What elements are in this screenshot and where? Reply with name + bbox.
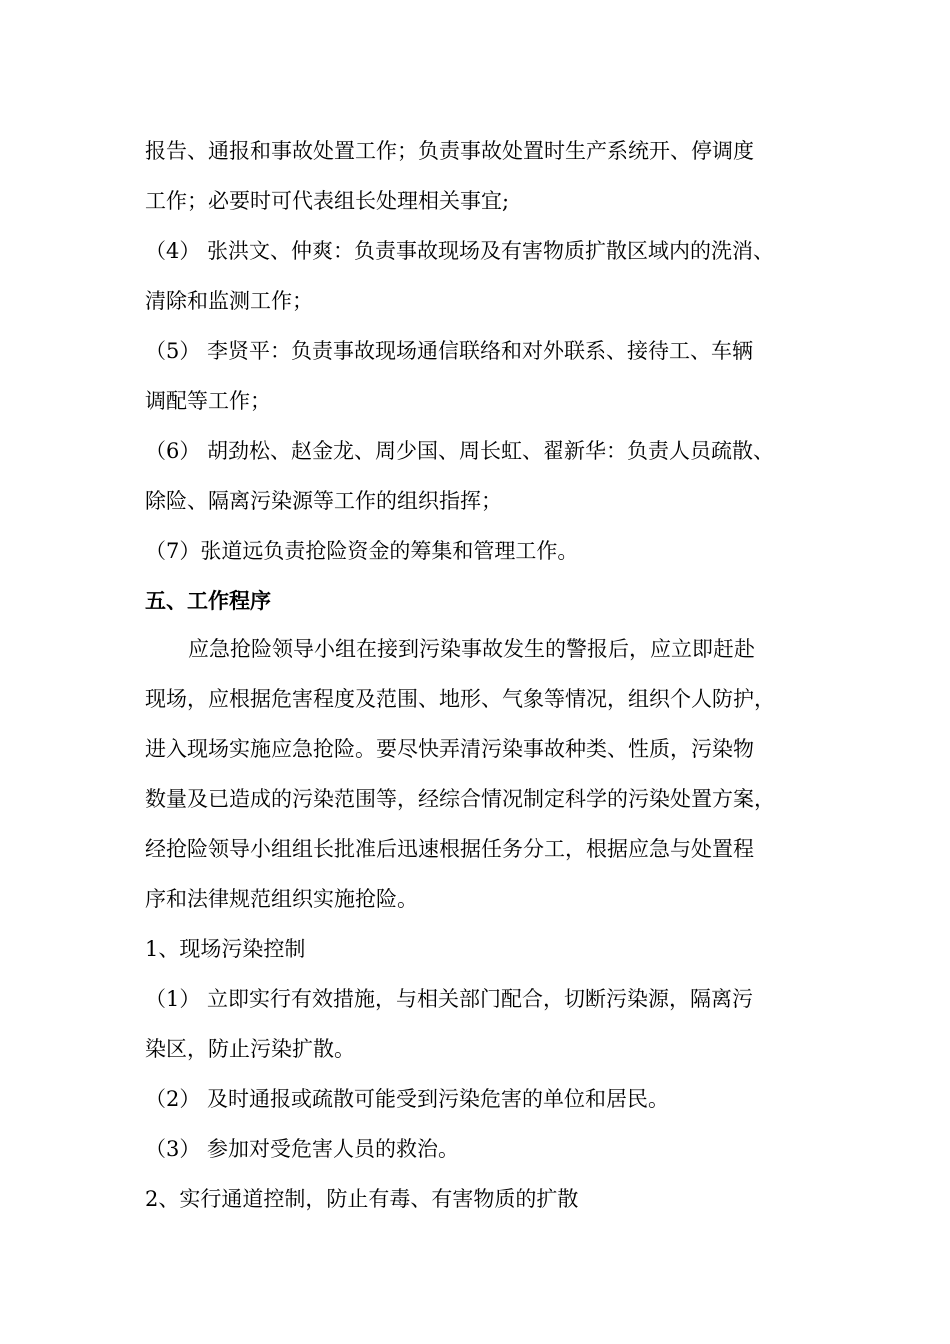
- paragraph-line: 进入现场实施应急抢险。要尽快弄清污染事故种类、性质，污染物: [145, 737, 754, 761]
- paragraph-line: 现场，应根据危害程度及范围、地形、气象等情况，组织个人防护，: [145, 687, 775, 711]
- subsection-heading: 2、实行通道控制，防止有毒、有害物质的扩散: [145, 1187, 579, 1211]
- list-item-1: （1） 立即实行有效措施，与相关部门配合，切断污染源，隔离污: [145, 987, 754, 1011]
- list-item-2: （2） 及时通报或疏散可能受到污染危害的单位和居民。: [145, 1087, 670, 1111]
- list-item-7: （7）张道远负责抢险资金的筹集和管理工作。: [145, 539, 579, 563]
- paragraph-line: 序和法律规范组织实施抢险。: [145, 887, 418, 911]
- text-line: 清除和监测工作；: [145, 289, 313, 313]
- list-item-4: （4） 张洪文、仲爽：负责事故现场及有害物质扩散区域内的洗消、: [145, 239, 775, 263]
- text-line: 工作；必要时可代表组长处理相关事宜;: [145, 189, 510, 213]
- text-line: 除险、隔离污染源等工作的组织指挥；: [145, 489, 502, 513]
- section-heading: 五、工作程序: [145, 588, 271, 613]
- text-line: 报告、通报和事故处置工作；负责事故处置时生产系统开、停调度: [145, 139, 754, 163]
- text-line: 调配等工作；: [145, 389, 271, 413]
- list-item-5: （5） 李贤平：负责事故现场通信联络和对外联系、接待工、车辆: [145, 339, 754, 363]
- paragraph-line: 经抢险领导小组组长批准后迅速根据任务分工，根据应急与处置程: [145, 837, 754, 861]
- list-item-6: （6） 胡劲松、赵金龙、周少国、周长虹、翟新华：负责人员疏散、: [145, 439, 775, 463]
- paragraph-line: 应急抢险领导小组在接到污染事故发生的警报后，应立即赶赴: [188, 637, 755, 661]
- list-item-3: （3） 参加对受危害人员的救治。: [145, 1137, 460, 1161]
- text-line: 染区，防止污染扩散。: [145, 1037, 355, 1061]
- subsection-heading: 1、现场污染控制: [145, 937, 306, 961]
- paragraph-line: 数量及已造成的污染范围等，经综合情况制定科学的污染处置方案，: [145, 787, 775, 811]
